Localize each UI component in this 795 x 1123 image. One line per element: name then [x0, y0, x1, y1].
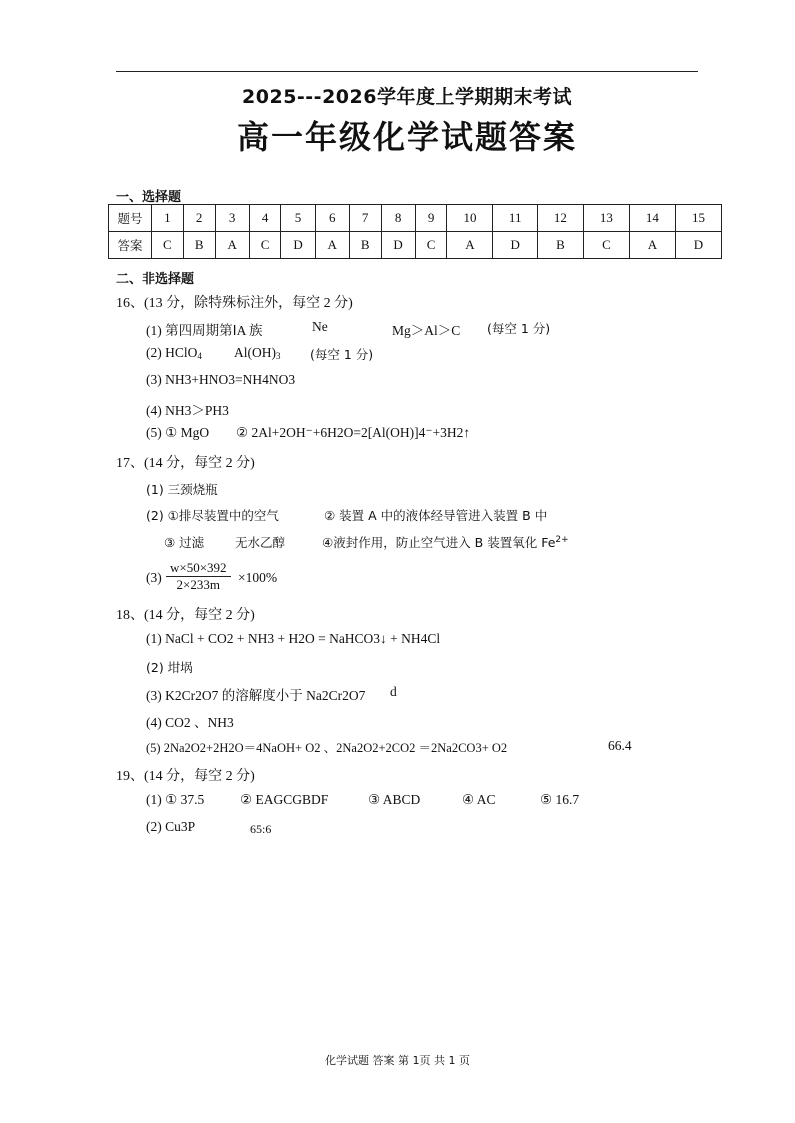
- q16-answer-3: (3) NH3+HNO3=NH4NO3: [146, 372, 296, 387]
- q17-answer-3c: [322, 533, 569, 551]
- exam-subtitle: 2025---2026学年度上学期期末考试: [242, 86, 572, 108]
- q18-answer-5b: 66.4: [608, 738, 632, 753]
- q16-hclo-sub: 4: [197, 351, 202, 361]
- table-cell: 11: [493, 205, 537, 232]
- table-cell: D: [493, 232, 537, 259]
- q16-answer-5a: (5) ① MgO: [146, 425, 210, 440]
- q16-heading: 16、(13 分，除特殊标注外，每空 2 分): [116, 296, 353, 311]
- q17-percent: ×100%: [238, 570, 278, 585]
- table-cell: A: [215, 232, 249, 259]
- q16-line1: [146, 319, 262, 339]
- q16-answer-5b: ② 2Al+2OH⁻+6H2O=2[Al(OH)]4⁻+3H2↑: [236, 425, 471, 440]
- q19-answer-1c: ③ ABCD: [368, 792, 421, 807]
- table-cell: A: [315, 232, 349, 259]
- table-cell: 5: [281, 205, 315, 232]
- question-number-row: [109, 205, 722, 232]
- q18-heading: 18、(14 分，每空 2 分): [116, 608, 255, 623]
- table-cell: 3: [215, 205, 249, 232]
- q17-fe-text: ④液封作用，防止空气进入 B 装置氧化 Fe: [322, 535, 556, 550]
- row-head-answer: 答案: [109, 232, 152, 259]
- q19-heading: 19、(14 分，每空 2 分): [116, 769, 255, 784]
- table-cell: 8: [381, 205, 415, 232]
- header-rule: [116, 71, 698, 72]
- table-cell: 2: [183, 205, 215, 232]
- q17-answer-3b: 无水乙醇: [235, 535, 286, 550]
- q19-answer-1b: ② EAGCGBDF: [240, 792, 329, 807]
- q16-note-1: (每空 1 分): [487, 321, 551, 336]
- q18-answer-4: (4) CO2 、NH3: [146, 715, 234, 730]
- q18-answer-5a: (5) 2Na2O2+2H2O＝4NaOH+ O2 、2Na2O2+2CO2 ＝2Na2CO3+ O2: [146, 741, 508, 755]
- q19-answer-1e: ⑤ 16.7: [540, 792, 580, 807]
- q17-heading: 17、(14 分，每空 2 分): [116, 456, 255, 471]
- q18-answer-1: (1) NaCl + CO2 + NH3 + H2O = NaHCO3↓ + NH4Cl: [146, 631, 441, 646]
- table-cell: 1: [152, 205, 184, 232]
- q16-answer-1a: (1) 第四周期第ⅠA 族: [146, 323, 263, 338]
- q16-answer-1c: Mg＞Al＞C: [392, 323, 461, 338]
- q16-answer-1b: Ne: [312, 319, 328, 334]
- table-cell: A: [629, 232, 675, 259]
- table-cell: 4: [249, 205, 281, 232]
- table-cell: B: [537, 232, 583, 259]
- q17-answer-4-label: (3): [146, 570, 162, 585]
- answer-row: [109, 232, 722, 259]
- q17-fraction: [166, 560, 231, 593]
- table-cell: 6: [315, 205, 349, 232]
- table-cell: 15: [675, 205, 721, 232]
- table-cell: B: [349, 232, 381, 259]
- q17-fraction-denominator: 2×233m: [176, 577, 220, 592]
- q18-answer-2: (2) 坩埚: [146, 660, 193, 675]
- q16-answer-4: (4) NH3＞PH3: [146, 403, 229, 418]
- table-cell: A: [447, 232, 493, 259]
- q16-hclo-text: (2) HClO: [146, 345, 198, 360]
- table-cell: C: [415, 232, 447, 259]
- q17-answer-2a: (2) ①排尽装置中的空气: [146, 508, 279, 523]
- q16-answer-2a: [146, 345, 202, 361]
- q19-answer-2a: (2) Cu3P: [146, 819, 196, 834]
- q17-answer-3a: ③ 过滤: [164, 535, 205, 550]
- q17-fraction-numerator: w×50×392: [166, 560, 231, 577]
- q19-answer-1a: (1) ① 37.5: [146, 792, 205, 807]
- q18-answer-3a: (3) K2Cr2O7 的溶解度小于 Na2Cr2O7: [146, 688, 366, 703]
- q19-answer-1d: ④ AC: [462, 792, 496, 807]
- choice-answer-table: [108, 204, 722, 259]
- q16-aloh-text: Al(OH): [234, 345, 276, 360]
- page-title: 高一年级化学试题答案: [236, 118, 577, 156]
- table-cell: C: [249, 232, 281, 259]
- table-cell: 10: [447, 205, 493, 232]
- section-nonchoice-label: 二、非选择题: [116, 272, 195, 287]
- table-cell: D: [675, 232, 721, 259]
- q19-answer-2b: 65:6: [250, 822, 272, 836]
- section-choice-label: 一、选择题: [116, 190, 182, 205]
- table-cell: B: [183, 232, 215, 259]
- table-cell: 9: [415, 205, 447, 232]
- table-cell: 12: [537, 205, 583, 232]
- q17-fe-sup: 2+: [555, 535, 569, 545]
- table-cell: 7: [349, 205, 381, 232]
- table-cell: D: [381, 232, 415, 259]
- q16-aloh-sub: 3: [276, 351, 281, 361]
- table-cell: C: [152, 232, 184, 259]
- page-footer: 化学试题 答案 第 1页 共 1 页: [325, 1054, 470, 1067]
- table-cell: D: [281, 232, 315, 259]
- q17-answer-1: (1) 三颈烧瓶: [146, 482, 218, 497]
- q17-answer-2b: ② 装置 A 中的液体经导管进入装置 B 中: [324, 508, 548, 523]
- q16-answer-2b: [234, 345, 281, 361]
- table-cell: 14: [629, 205, 675, 232]
- q18-answer-3b: d: [390, 684, 397, 699]
- table-cell: C: [583, 232, 629, 259]
- q16-note-2: (每空 1 分): [310, 347, 374, 362]
- row-head-number: 题号: [109, 205, 152, 232]
- table-cell: 13: [583, 205, 629, 232]
